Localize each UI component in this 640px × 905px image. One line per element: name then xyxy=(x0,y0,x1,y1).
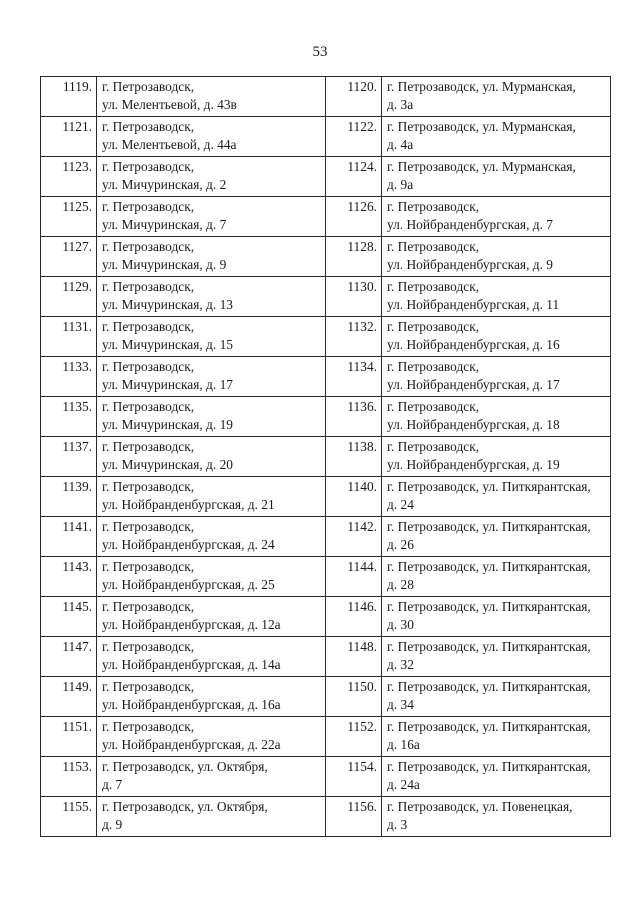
address-line-city: г. Петрозаводск, xyxy=(102,359,195,374)
right-entry-number: 1126. xyxy=(326,197,382,237)
address-line-street: д. 34 xyxy=(387,696,414,712)
address-line-street: ул. Мичуринская, д. 15 xyxy=(102,336,233,352)
left-entry-number: 1151. xyxy=(41,717,97,757)
address-line-city: г. Петрозаводск, xyxy=(102,559,195,574)
right-address-cell xyxy=(382,437,611,477)
address-line-street: д. 28 xyxy=(387,576,414,592)
address-line-city: г. Петрозаводск, xyxy=(102,719,195,734)
left-entry-number: 1135. xyxy=(41,397,97,437)
right-entry-number: 1134. xyxy=(326,357,382,397)
table-row xyxy=(41,677,611,717)
left-address-cell xyxy=(97,237,326,277)
address-line-city: г. Петрозаводск, xyxy=(387,399,480,414)
left-address-cell xyxy=(97,357,326,397)
address-line-street: ул. Нойбранденбургская, д. 25 xyxy=(102,576,275,592)
right-entry-number: 1150. xyxy=(326,677,382,717)
right-address-cell xyxy=(382,397,611,437)
left-address-cell xyxy=(97,197,326,237)
left-entry-number: 1147. xyxy=(41,637,97,677)
address-line-city: г. Петрозаводск, xyxy=(102,199,195,214)
address-line-street: д. 3а xyxy=(387,96,414,112)
right-entry-number: 1132. xyxy=(326,317,382,357)
right-address-cell xyxy=(382,797,611,837)
left-address-cell xyxy=(97,397,326,437)
right-entry-number: 1156. xyxy=(326,797,382,837)
left-address-cell xyxy=(97,317,326,357)
address-line-street: ул. Нойбранденбургская, д. 16а xyxy=(102,696,281,712)
address-table xyxy=(40,76,611,837)
left-entry-number: 1125. xyxy=(41,197,97,237)
address-line-street: д. 24а xyxy=(387,776,420,792)
right-entry-number: 1130. xyxy=(326,277,382,317)
address-line-city: г. Петрозаводск, ул. Питкярантская, xyxy=(387,639,591,654)
address-line-street: ул. Нойбранденбургская, д. 7 xyxy=(387,216,553,232)
right-address-cell xyxy=(382,757,611,797)
address-line-city: г. Петрозаводск, ул. Питкярантская, xyxy=(387,759,591,774)
address-line-city: г. Петрозаводск, xyxy=(102,159,195,174)
address-line-city: г. Петрозаводск, ул. Октября, xyxy=(102,799,268,814)
right-entry-number: 1142. xyxy=(326,517,382,557)
table-row xyxy=(41,357,611,397)
address-line-street: ул. Нойбранденбургская, д. 19 xyxy=(387,456,560,472)
address-line-street: ул. Мелентьевой, д. 43в xyxy=(102,96,237,112)
table-row xyxy=(41,277,611,317)
left-entry-number: 1139. xyxy=(41,477,97,517)
right-entry-number: 1138. xyxy=(326,437,382,477)
right-address-cell xyxy=(382,237,611,277)
table-row xyxy=(41,237,611,277)
address-line-street: ул. Мичуринская, д. 2 xyxy=(102,176,227,192)
left-address-cell xyxy=(97,477,326,517)
table-row xyxy=(41,757,611,797)
address-line-city: г. Петрозаводск, xyxy=(102,599,195,614)
left-address-cell xyxy=(97,117,326,157)
left-address-cell xyxy=(97,77,326,117)
left-entry-number: 1123. xyxy=(41,157,97,197)
left-address-cell xyxy=(97,757,326,797)
left-entry-number: 1119. xyxy=(41,77,97,117)
address-line-street: ул. Нойбранденбургская, д. 24 xyxy=(102,536,275,552)
address-line-street: д. 9 xyxy=(102,816,123,832)
address-line-city: г. Петрозаводск, xyxy=(387,359,480,374)
address-line-street: ул. Мичуринская, д. 9 xyxy=(102,256,227,272)
right-entry-number: 1152. xyxy=(326,717,382,757)
right-entry-number: 1120. xyxy=(326,77,382,117)
address-table-body xyxy=(41,77,611,837)
address-line-city: г. Петрозаводск, ул. Повенецкая, xyxy=(387,799,573,814)
address-line-city: г. Петрозаводск, ул. Питкярантская, xyxy=(387,519,591,534)
right-entry-number: 1122. xyxy=(326,117,382,157)
address-line-city: г. Петрозаводск, ул. Питкярантская, xyxy=(387,679,591,694)
address-line-city: г. Петрозаводск, ул. Мурманская, xyxy=(387,79,576,94)
right-address-cell xyxy=(382,717,611,757)
right-entry-number: 1144. xyxy=(326,557,382,597)
address-line-street: ул. Мелентьевой, д. 44а xyxy=(102,136,237,152)
address-line-city: г. Петрозаводск, xyxy=(102,399,195,414)
address-line-street: ул. Мичуринская, д. 19 xyxy=(102,416,233,432)
left-address-cell xyxy=(97,677,326,717)
table-row xyxy=(41,797,611,837)
right-address-cell xyxy=(382,277,611,317)
address-line-city: г. Петрозаводск, xyxy=(102,519,195,534)
address-line-city: г. Петрозаводск, xyxy=(102,639,195,654)
address-line-city: г. Петрозаводск, xyxy=(387,319,480,334)
right-entry-number: 1140. xyxy=(326,477,382,517)
left-entry-number: 1127. xyxy=(41,237,97,277)
address-line-street: д. 4а xyxy=(387,136,414,152)
left-entry-number: 1143. xyxy=(41,557,97,597)
address-line-street: д. 3 xyxy=(387,816,408,832)
left-entry-number: 1145. xyxy=(41,597,97,637)
table-row xyxy=(41,597,611,637)
address-line-city: г. Петрозаводск, xyxy=(102,679,195,694)
address-line-street: ул. Нойбранденбургская, д. 16 xyxy=(387,336,560,352)
table-row xyxy=(41,717,611,757)
address-line-street: ул. Нойбранденбургская, д. 21 xyxy=(102,496,275,512)
right-address-cell xyxy=(382,517,611,557)
address-line-street: ул. Мичуринская, д. 20 xyxy=(102,456,233,472)
left-entry-number: 1131. xyxy=(41,317,97,357)
page-number: 53 xyxy=(312,44,328,60)
right-entry-number: 1146. xyxy=(326,597,382,637)
right-address-cell xyxy=(382,557,611,597)
right-address-cell xyxy=(382,317,611,357)
left-entry-number: 1155. xyxy=(41,797,97,837)
address-line-city: г. Петрозаводск, xyxy=(102,439,195,454)
address-line-street: ул. Нойбранденбургская, д. 14а xyxy=(102,656,281,672)
left-entry-number: 1141. xyxy=(41,517,97,557)
right-address-cell xyxy=(382,77,611,117)
left-entry-number: 1129. xyxy=(41,277,97,317)
address-line-city: г. Петрозаводск, ул. Питкярантская, xyxy=(387,559,591,574)
table-row xyxy=(41,157,611,197)
address-line-city: г. Петрозаводск, xyxy=(387,239,480,254)
table-row xyxy=(41,117,611,157)
table-row xyxy=(41,317,611,357)
right-address-cell xyxy=(382,597,611,637)
address-line-street: ул. Мичуринская, д. 13 xyxy=(102,296,233,312)
address-line-street: д. 9а xyxy=(387,176,414,192)
right-entry-number: 1124. xyxy=(326,157,382,197)
address-line-street: ул. Нойбранденбургская, д. 22а xyxy=(102,736,281,752)
address-line-city: г. Петрозаводск, ул. Питкярантская, xyxy=(387,479,591,494)
left-entry-number: 1153. xyxy=(41,757,97,797)
left-address-cell xyxy=(97,437,326,477)
address-line-street: ул. Нойбранденбургская, д. 18 xyxy=(387,416,560,432)
table-row xyxy=(41,517,611,557)
address-line-street: ул. Нойбранденбургская, д. 9 xyxy=(387,256,553,272)
right-address-cell xyxy=(382,477,611,517)
right-entry-number: 1136. xyxy=(326,397,382,437)
left-address-cell xyxy=(97,717,326,757)
table-row xyxy=(41,437,611,477)
right-address-cell xyxy=(382,117,611,157)
address-line-street: ул. Нойбранденбургская, д. 11 xyxy=(387,296,560,312)
table-row xyxy=(41,77,611,117)
left-address-cell xyxy=(97,517,326,557)
address-line-city: г. Петрозаводск, xyxy=(387,439,480,454)
left-address-cell xyxy=(97,557,326,597)
right-entry-number: 1154. xyxy=(326,757,382,797)
right-address-cell xyxy=(382,197,611,237)
address-line-city: г. Петрозаводск, ул. Мурманская, xyxy=(387,119,576,134)
address-line-street: д. 7 xyxy=(102,776,123,792)
address-line-street: д. 16а xyxy=(387,736,420,752)
address-line-city: г. Петрозаводск, xyxy=(102,79,195,94)
left-address-cell xyxy=(97,797,326,837)
table-row xyxy=(41,197,611,237)
address-line-street: д. 32 xyxy=(387,656,414,672)
left-entry-number: 1133. xyxy=(41,357,97,397)
table-row xyxy=(41,397,611,437)
right-address-cell xyxy=(382,637,611,677)
address-line-street: д. 26 xyxy=(387,536,414,552)
address-line-street: ул. Мичуринская, д. 7 xyxy=(102,216,227,232)
address-line-street: д. 30 xyxy=(387,616,414,632)
right-address-cell xyxy=(382,677,611,717)
address-line-city: г. Петрозаводск, xyxy=(387,279,480,294)
address-line-city: г. Петрозаводск, xyxy=(102,119,195,134)
table-row xyxy=(41,637,611,677)
right-address-cell xyxy=(382,357,611,397)
left-address-cell xyxy=(97,277,326,317)
left-address-cell xyxy=(97,597,326,637)
address-line-city: г. Петрозаводск, xyxy=(102,319,195,334)
left-entry-number: 1121. xyxy=(41,117,97,157)
address-line-city: г. Петрозаводск, xyxy=(387,199,480,214)
address-line-city: г. Петрозаводск, ул. Питкярантская, xyxy=(387,599,591,614)
address-line-city: г. Петрозаводск, ул. Октября, xyxy=(102,759,268,774)
right-entry-number: 1148. xyxy=(326,637,382,677)
left-address-cell xyxy=(97,637,326,677)
left-entry-number: 1149. xyxy=(41,677,97,717)
address-line-street: д. 24 xyxy=(387,496,414,512)
address-line-street: ул. Нойбранденбургская, д. 12а xyxy=(102,616,281,632)
left-address-cell xyxy=(97,157,326,197)
address-line-city: г. Петрозаводск, xyxy=(102,279,195,294)
table-row xyxy=(41,557,611,597)
right-address-cell xyxy=(382,157,611,197)
address-line-city: г. Петрозаводск, ул. Мурманская, xyxy=(387,159,576,174)
address-line-city: г. Петрозаводск, ул. Питкярантская, xyxy=(387,719,591,734)
address-line-street: ул. Мичуринская, д. 17 xyxy=(102,376,233,392)
address-line-city: г. Петрозаводск, xyxy=(102,239,195,254)
table-row xyxy=(41,477,611,517)
address-line-street: ул. Нойбранденбургская, д. 17 xyxy=(387,376,560,392)
right-entry-number: 1128. xyxy=(326,237,382,277)
address-line-city: г. Петрозаводск, xyxy=(102,479,195,494)
left-entry-number: 1137. xyxy=(41,437,97,477)
